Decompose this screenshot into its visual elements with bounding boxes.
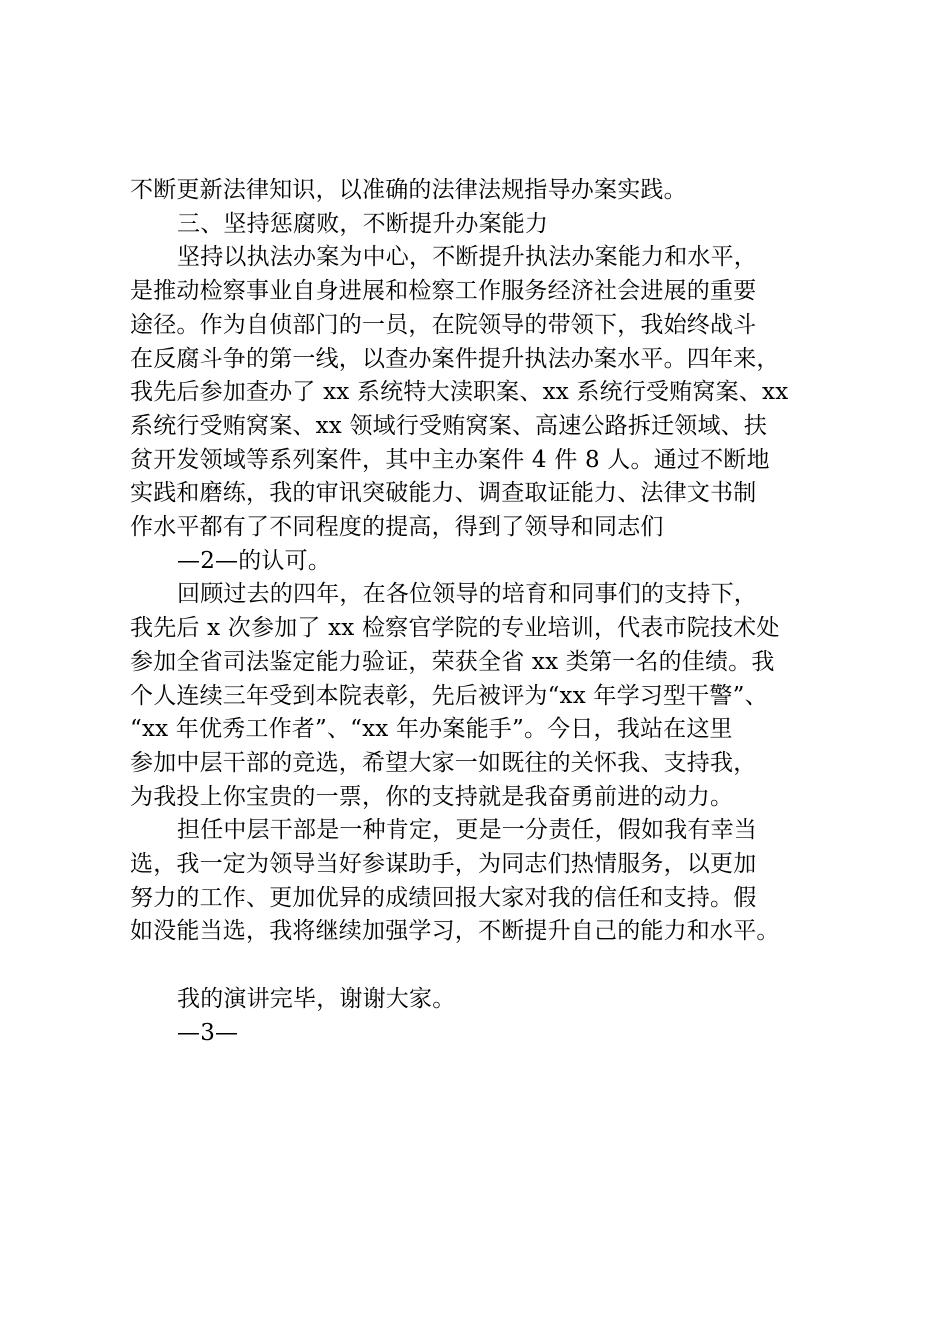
paragraph-line: 在反腐斗争的第一线，以查办案件提升执法办案水平。四年来， — [130, 345, 780, 372]
page-number: —3— — [177, 1019, 239, 1046]
page-break-line: —2—的认可。 — [177, 547, 332, 574]
paragraph-line: 我先后参加查办了 xx 系统特大渎职案、xx 系统行受贿窝案、xx — [130, 379, 789, 406]
paragraph-line: 我先后 x 次参加了 xx 检察官学院的专业培训，代表市院技术处 — [130, 615, 780, 642]
paragraph-line: 参加中层干部的竞选，希望大家一如既往的关怀我、支持我， — [130, 749, 757, 776]
paragraph-line: 坚持以执法办案为中心，不断提升执法办案能力和水平， — [177, 244, 757, 271]
paragraph-line: 担任中层干部是一种肯定，更是一分责任，假如我有幸当 — [177, 817, 757, 844]
paragraph-line: 实践和磨练，我的审讯突破能力、调查取证能力、法律文书制 — [130, 480, 757, 507]
paragraph-line: 个人连续三年受到本院表彰，先后被评为“xx 年学习型干警”、 — [130, 682, 768, 709]
paragraph-line: 系统行受贿窝案、xx 领域行受贿窝案、高速公路拆迁领域、扶 — [130, 412, 768, 439]
paragraph-line: 不断更新法律知识，以准确的法律法规指导办案实践。 — [130, 177, 687, 203]
paragraph-line: 回顾过去的四年，在各位领导的培育和同事们的支持下， — [177, 581, 757, 608]
paragraph-line: 作水平都有了不同程度的提高，得到了领导和同志们 — [130, 514, 664, 541]
paragraph-line: 努力的工作、更加优异的成绩回报大家对我的信任和支持。假 — [130, 884, 757, 911]
paragraph-line: 是推动检察事业自身进展和检察工作服务经济社会进展的重要 — [130, 278, 757, 305]
section-heading: 三、坚持惩腐败，不断提升办案能力 — [177, 210, 549, 237]
paragraph-line: 为我投上你宝贵的一票，你的支持就是我奋勇前进的动力。 — [130, 783, 734, 810]
paragraph-line: 如没能当选，我将继续加强学习，不断提升自己的能力和水平。 — [130, 918, 780, 945]
paragraph-line: 选，我一定为领导当好参谋助手，为同志们热情服务，以更加 — [130, 851, 757, 878]
paragraph-line: 贫开发领域等系列案件，其中主办案件 4 件 8 人。通过不断地 — [130, 446, 770, 473]
paragraph-line: “xx 年优秀工作者”、“xx 年办案能手”。今日，我站在这里 — [130, 716, 733, 743]
closing-line: 我的演讲完毕，谢谢大家。 — [177, 985, 456, 1012]
paragraph-line: 参加全省司法鉴定能力验证，荣获全省 xx 类第一名的佳绩。我 — [130, 648, 775, 675]
paragraph-line: 途径。作为自侦部门的一员，在院领导的带领下，我始终战斗 — [130, 311, 757, 338]
blank-line — [130, 949, 850, 983]
document-body — [130, 174, 850, 1050]
